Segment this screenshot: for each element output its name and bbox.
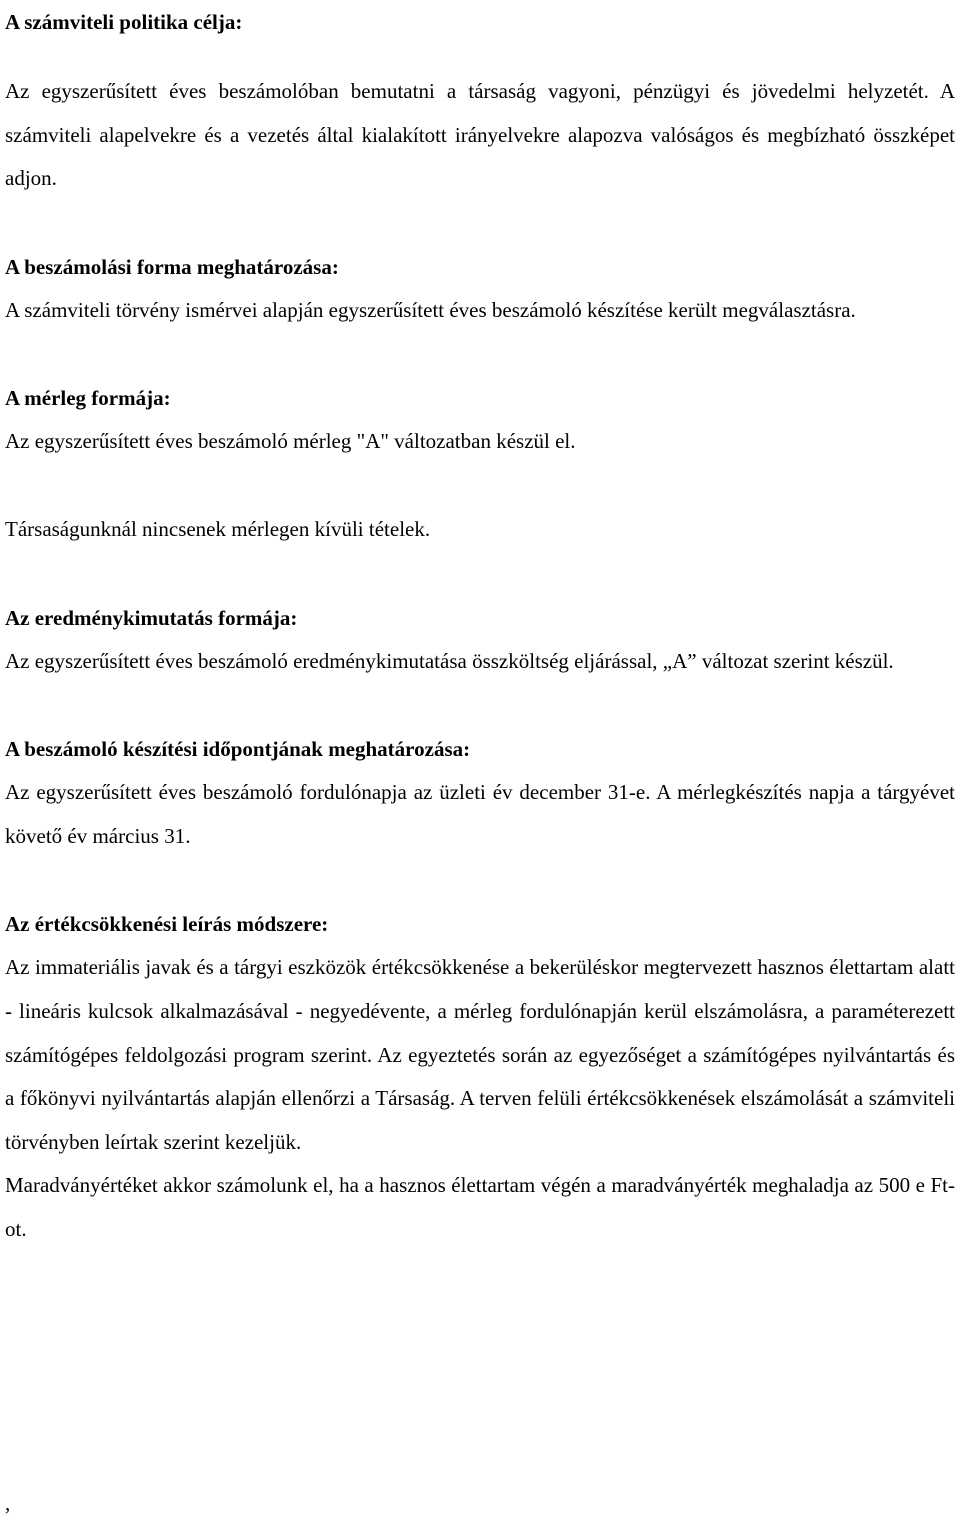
section-heading-depreciation-method: Az értékcsökkenési leírás módszere: (5, 912, 329, 937)
section-heading-income-statement-form: Az eredménykimutatás formája: (5, 605, 298, 630)
paragraph-report-date: Az egyszerűsített éves beszámoló fordulónapja az üzleti év december 31-e. A mérlegkészítés napja a tárgyévet követő év március 31. (5, 780, 955, 848)
paragraph-accounting-policy-purpose: Az egyszerűsített éves beszámolóban bemutatni a társaság vagyoni, pénzügyi és jövedelmi helyzetét. A számviteli alapelvekre és a vezetés által kialakított irányelvekre alapozva valóságos és megbízható összképet adjon. (5, 79, 955, 191)
paragraph-income-statement-form: Az egyszerűsített éves beszámoló eredménykimutatása összköltség eljárással, „A” változat szerint készül. (5, 648, 894, 673)
paragraph-residual-value: Maradványértéket akkor számolunk el, ha a hasznos élettartam végén a maradványérték meghaladja az 500 e Ft-ot. (5, 1173, 955, 1241)
paragraph-report-form: A számviteli törvény ismérvei alapján egyszerűsített éves beszámoló készítése került megválasztásra. (5, 297, 856, 322)
section-heading-accounting-policy-purpose: A számviteli politika célja: (5, 10, 243, 34)
paragraph-depreciation-method: Az immateriális javak és a tárgyi eszközök értékcsökkenése a bekerüléskor megtervezett hasznos élettartam alatt - lineáris kulcsok alkalmazásával - negyedévente, a mérleg fordulónapján kerül elszámolásra, a paraméterezett számítógépes feldolgozási program szerint. Az egyeztetés során az egyezőséget a számítógépes nyilvántartás és a főkönyvi nyilvántartás alapján ellenőrzi a Társaság. A terven felüli értékcsökkenések elszámolását a számviteli törvényben leírtak szerint kezeljük. (5, 955, 955, 1154)
paragraph-balance-sheet-form: Az egyszerűsített éves beszámoló mérleg "A" változatban készül el. (5, 429, 576, 454)
section-heading-balance-sheet-form: A mérleg formája: (5, 386, 171, 411)
section-heading-report-date: A beszámoló készítési időpontjának meghatározása: (5, 737, 471, 762)
section-heading-report-form: A beszámolási forma meghatározása: (5, 254, 339, 279)
footer-comma-mark: , (5, 1491, 11, 1515)
paragraph-off-balance-items: Társaságunknál nincsenek mérlegen kívüli tételek. (5, 516, 431, 541)
document-page (5, 0, 955, 1252)
